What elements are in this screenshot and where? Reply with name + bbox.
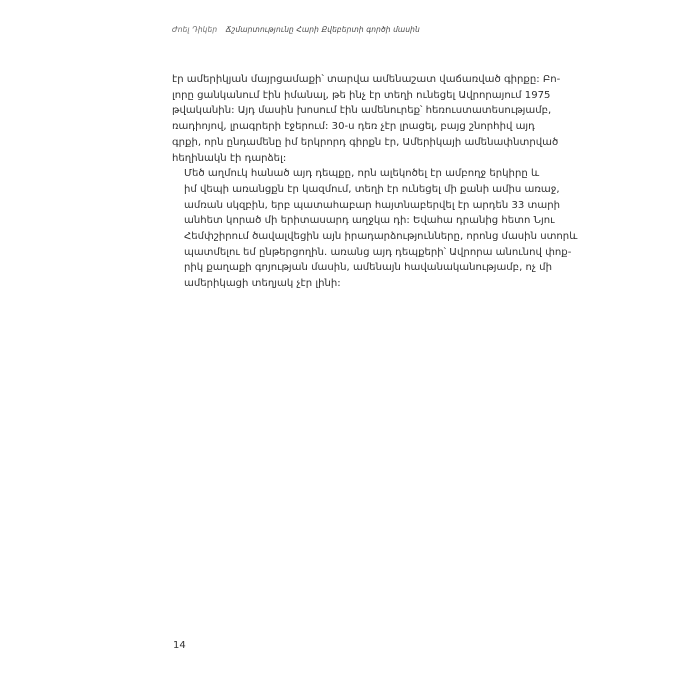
text-line: անհետ կորած մի երիտասարդ աղջկա դի: Եվահա դրանից հետո Նյու <box>184 215 555 227</box>
text-line: լորը ցանկանում էին իմանալ, թե ինչ էր տեղի ունեցել Ավրորայում 1975 <box>172 89 551 101</box>
page-number: 14 <box>173 640 186 651</box>
header-book-title: Ճշմարտությունը Հարի Քվեբերտի գործի մասին <box>225 25 420 34</box>
text-line: պատմելու եմ ընթերցողին. առանց այդ դեպքերի՝ Ավրորա անունով փոք- <box>184 246 572 258</box>
text-line: թվականին: Այդ մասին խոսում էին ամենուրեք՝ հեռուստատեսությամբ, <box>172 105 552 117</box>
text-line: հեղինակն էի դարձել: <box>172 152 287 164</box>
text-line: Մեծ աղմուկ հանած այդ դեպքը, որն ալեկոծել էր ամբողջ երկիրը և <box>184 168 540 180</box>
text-line: ռադիոյով, լրագրերի էջերում: 30-ս դեռ չէր լրացել, բայց շնորհիվ այդ <box>172 121 535 133</box>
header-author: Ժոել Դիկեր <box>172 25 218 34</box>
text-line: րիկ քաղաքի գոյության մասին, ամենայն հավանականությամբ, ոչ մի <box>184 262 552 274</box>
text-line: իմ վեպի առանցքն էր կազմում, տեղի էր ունեցել մի քանի ամիս առաջ, <box>184 183 560 195</box>
text-line: գրքի, որն ընդամենը իմ երկրորդ գիրքն էր, Ամերիկայի ամենափնտրված <box>172 136 559 148</box>
text-line: ամռան սկզբին, երբ պատահաբար հայտնաբերվել էր արդեն 33 տարի <box>184 199 561 211</box>
text-line: ամերիկացի տեղյակ չէր լինի: <box>184 278 341 290</box>
running-header <box>172 25 420 34</box>
text-line: էր ամերիկյան մայրցամաքի՝ տարվա ամենաշատ վաճառված գիրքը: Բո- <box>172 74 561 85</box>
text-line: Հեմփշիրում ծավալվեցին այն իրադարձությունները, որոնց մասին ստորև <box>184 231 578 243</box>
paragraph-1 <box>172 72 561 166</box>
paragraph-2 <box>172 166 578 292</box>
body-text <box>172 72 578 292</box>
